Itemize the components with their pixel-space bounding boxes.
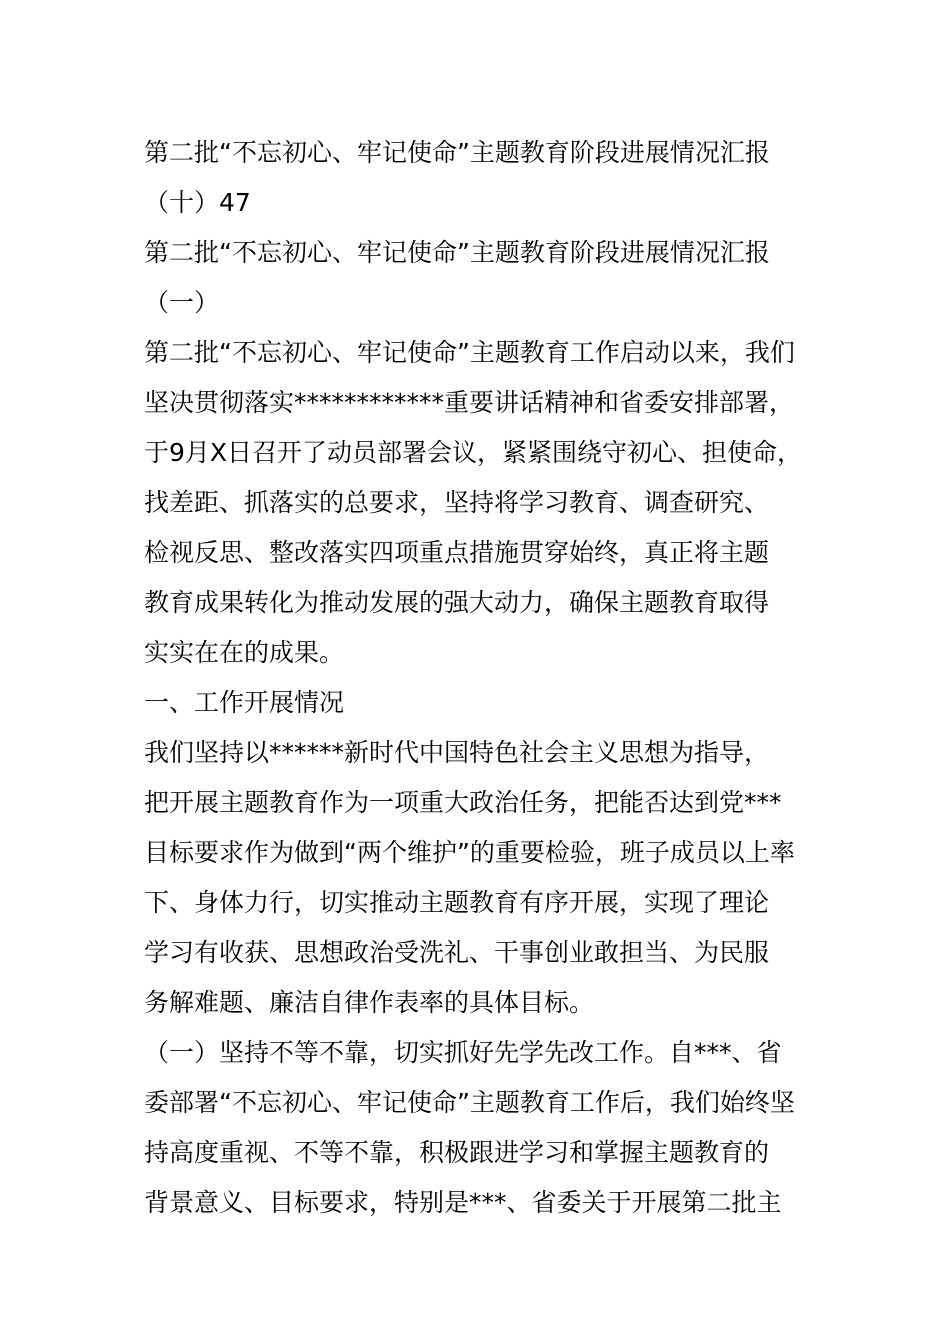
- paragraph-line: 委部署“不忘初心、牢记使命”主题教育工作后，我们始终坚: [144, 1088, 795, 1117]
- paragraph-line: 务解难题、廉洁自律作表率的具体目标。: [144, 988, 595, 1017]
- paragraph-line: 下、身体力行，切实推动主题教育有序开展，实现了理论: [144, 888, 770, 917]
- paragraph-line: 于9月X日召开了动员部署会议，紧紧围绕守初心、担使命，: [144, 438, 803, 467]
- paragraph-line: 实实在在的成果。: [144, 638, 345, 667]
- paragraph-line: 我们坚持以******新时代中国特色社会主义思想为指导，: [144, 738, 770, 767]
- paragraph-line: 找差距、抓落实的总要求，坚持将学习教育、调查研究、: [144, 488, 770, 517]
- section-heading: 一、工作开展情况: [144, 688, 345, 717]
- title-line-1: 第二批“不忘初心、牢记使命”主题教育阶段进展情况汇报: [144, 138, 770, 167]
- paragraph-line: 把开展主题教育作为一项重大政治任务，把能否达到党***: [144, 788, 782, 817]
- paragraph-line: 坚决贯彻落实************重要讲话精神和省委安排部署，: [144, 388, 795, 417]
- subtitle-line-1: 第二批“不忘初心、牢记使命”主题教育阶段进展情况汇报: [144, 238, 770, 267]
- paragraph-line: 第二批“不忘初心、牢记使命”主题教育工作启动以来，我们: [144, 338, 795, 367]
- subsection-line: （一）坚持不等不靠，切实抓好先学先改工作。自***、省: [144, 1038, 782, 1067]
- paragraph-line: 学习有收获、思想政治受洗礼、干事创业敢担当、为民服: [144, 938, 770, 967]
- paragraph-line: 持高度重视、不等不靠，积极跟进学习和掌握主题教育的: [144, 1138, 770, 1167]
- title-line-2: （十）47: [144, 188, 251, 217]
- paragraph-line: 教育成果转化为推动发展的强大动力，确保主题教育取得: [144, 588, 770, 617]
- paragraph-line: 背景意义、目标要求，特别是***、省委关于开展第二批主: [144, 1188, 782, 1217]
- paragraph-line: 目标要求作为做到“两个维护”的重要检验，班子成员以上率: [144, 838, 795, 867]
- document-body: [144, 128, 834, 1228]
- subtitle-line-2: （一）: [144, 288, 220, 317]
- paragraph-line: 检视反思、整改落实四项重点措施贯穿始终，真正将主题: [144, 538, 770, 567]
